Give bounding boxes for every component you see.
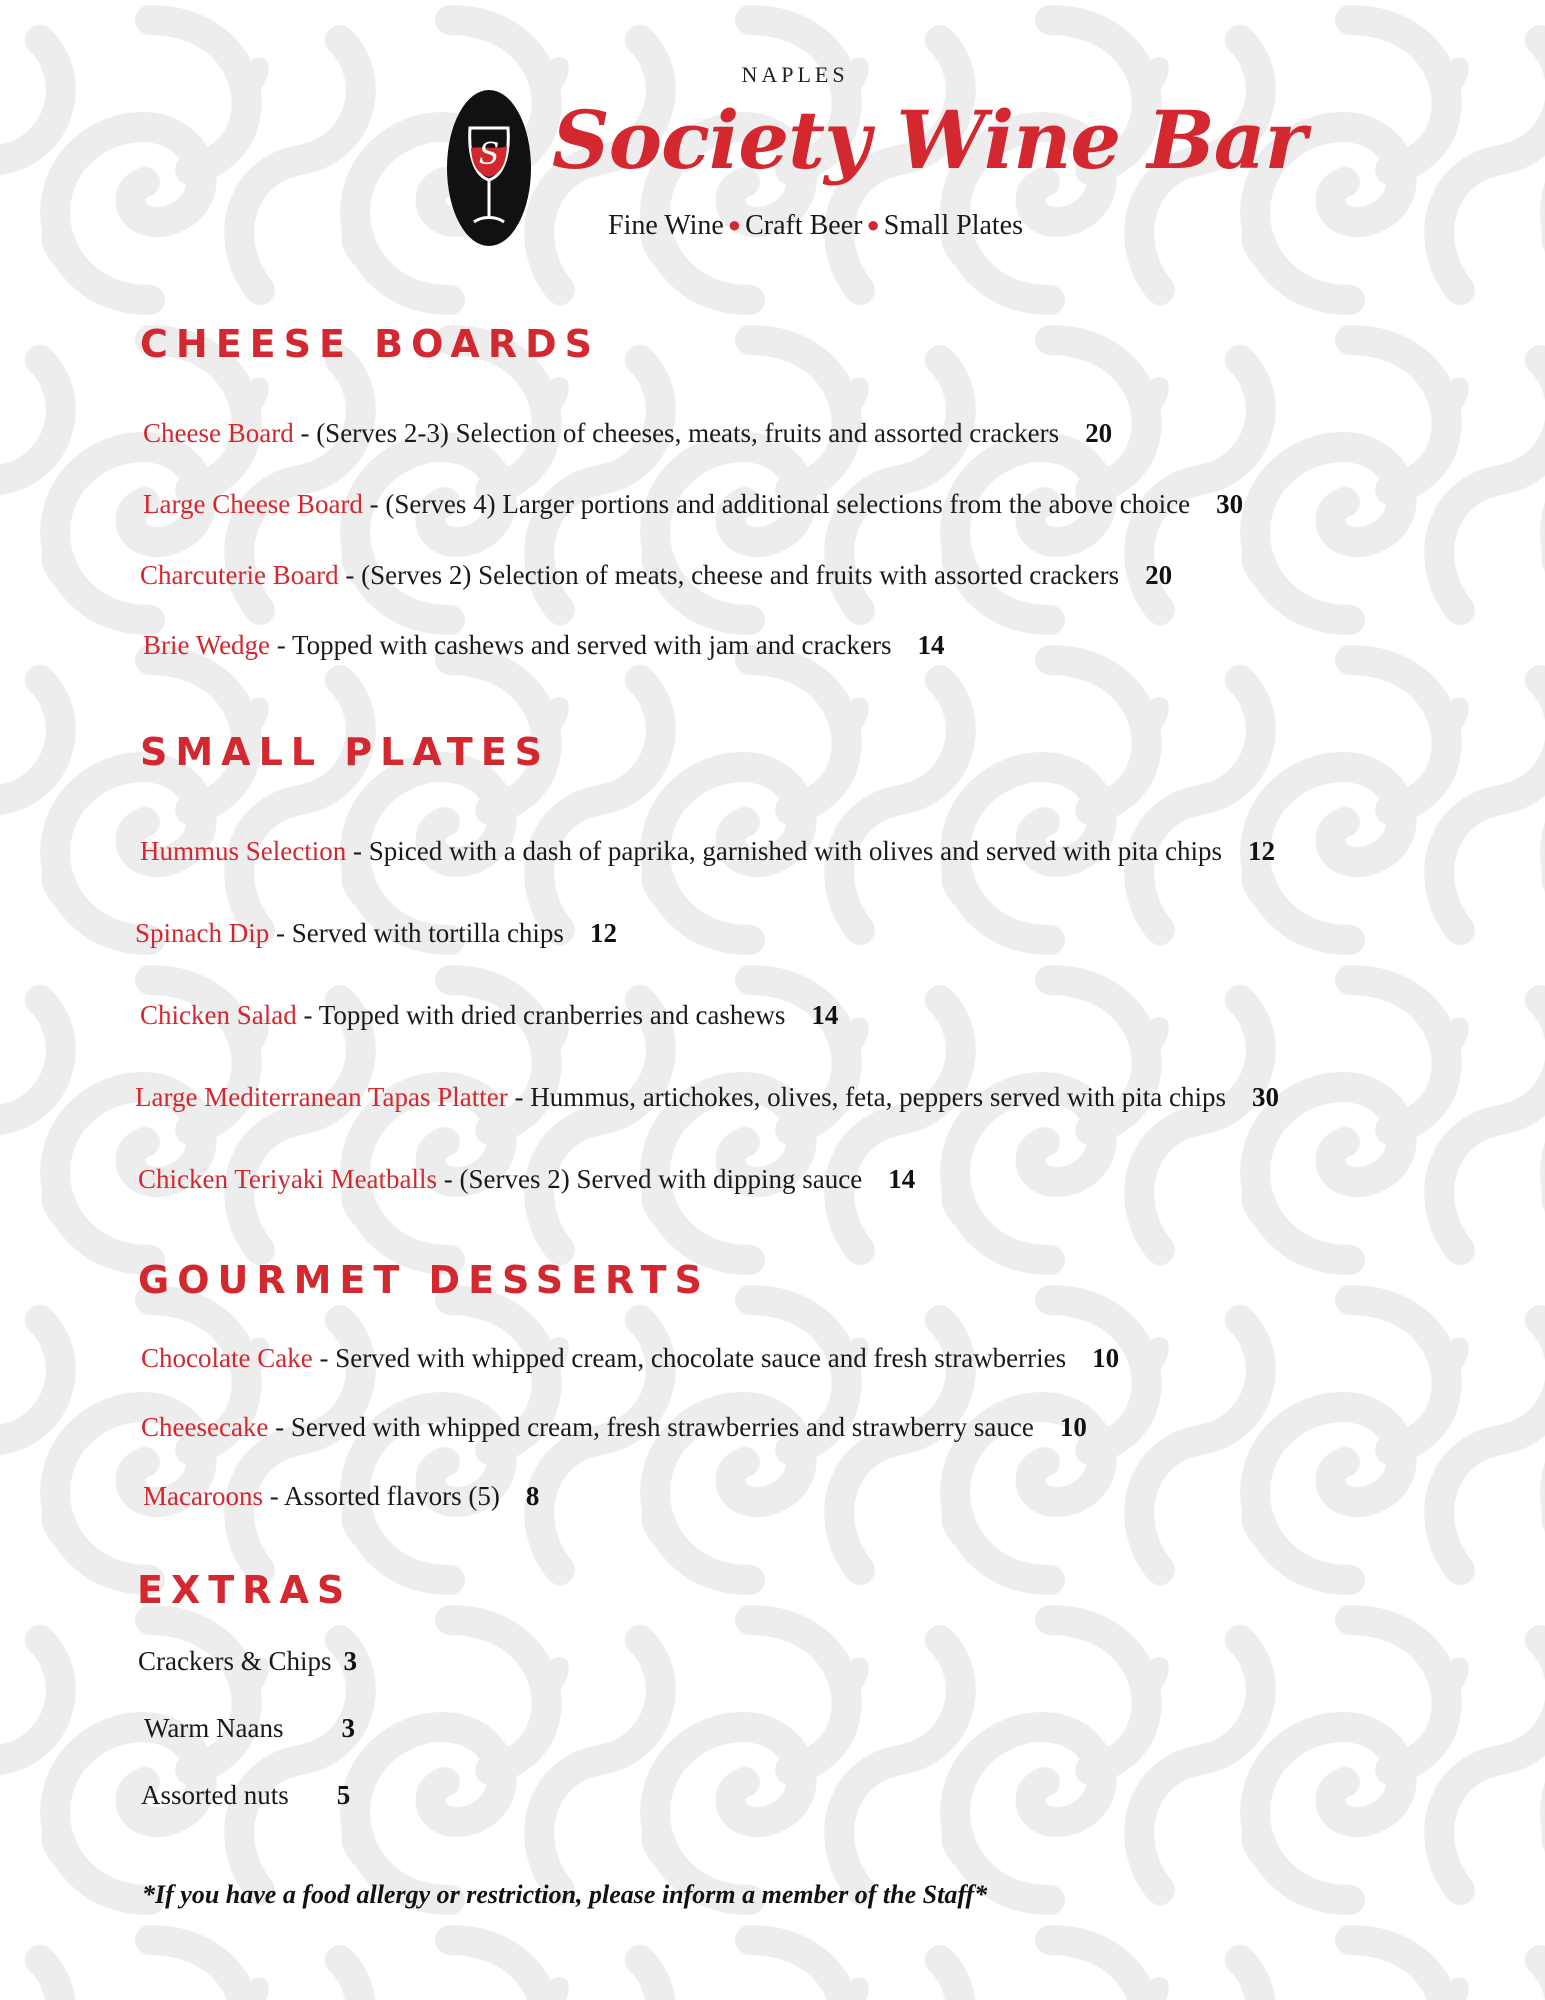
menu-item-name: Macaroons [143,1481,263,1511]
menu-item-price: 10 [1059,1412,1087,1442]
menu-item-price: 8 [525,1481,540,1511]
extra-item [141,1778,350,1812]
menu-item [141,1341,1119,1375]
menu-item-price: 30 [1216,489,1244,519]
menu-item-name: Large Mediterranean Tapas Platter [135,1082,508,1112]
menu-item-name: Large Cheese Board [143,489,363,519]
menu-item-description: - Spiced with a dash of paprika, garnished with olives and served with pita chips [346,836,1223,866]
tagline-item: Small Plates [883,210,1024,241]
extra-item-name: Assorted nuts [141,1780,289,1810]
dot-separator-icon: ● [727,212,742,237]
menu-item-price: 12 [589,918,617,948]
menu-item [141,1410,1087,1444]
menu-item-description: - Topped with dried cranberries and cashews [296,1000,786,1030]
allergy-note: *If you have a food allergy or restriction, please inform a member of the Staff* [142,1880,988,1909]
menu-item-description: - Served with tortilla chips [269,918,564,948]
menu-item-price: 14 [917,630,945,660]
extra-item-name: Crackers & Chips [138,1646,332,1676]
menu-item-name: Hummus Selection [140,836,347,866]
menu-item [143,416,1112,450]
menu-item-description: - (Serves 4) Larger portions and additional selections from the above choice [362,489,1191,519]
menu-item [135,916,617,950]
extra-item [144,1711,355,1745]
menu-item [138,1162,915,1196]
extra-item-price: 5 [336,1780,351,1810]
extra-item-price: 3 [343,1646,357,1676]
menu-item [135,1080,1279,1114]
menu-item [140,998,838,1032]
menu-item-description: - (Serves 2-3) Selection of cheeses, meats, fruits and assorted crackers [293,418,1060,448]
menu-item-price: 10 [1092,1343,1120,1373]
menu-item-price: 14 [888,1164,916,1194]
menu-item [140,558,1172,592]
menu-item-name: Chocolate Cake [141,1343,313,1373]
section-title-cheese-boards: CHEESE BOARDS [140,322,600,366]
tagline-item: Craft Beer [745,210,863,241]
brand-tagline [608,210,1108,242]
menu-item-description: - Hummus, artichokes, olives, feta, peppers served with pita chips [507,1082,1227,1112]
extra-item-name: Warm Naans [144,1713,284,1743]
menu-item-description: - Assorted flavors (5) [262,1481,500,1511]
brand-city: NAPLES [741,62,849,87]
menu-item-name: Chicken Salad [140,1000,297,1030]
menu-item-description: - (Serves 2) Served with dipping sauce [437,1164,863,1194]
menu-item-price: 30 [1252,1082,1280,1112]
menu-item-price: 20 [1145,560,1173,590]
tagline-item: Fine Wine [608,210,724,241]
menu-item-name: Charcuterie Board [140,560,339,590]
menu-item-description: - Topped with cashews and served with jam and crackers [270,630,892,660]
menu-item [143,628,944,662]
menu-item-description: - Served with whipped cream, chocolate sauce and fresh strawberries [312,1343,1067,1373]
menu-item-name: Brie Wedge [143,630,271,660]
section-title-small-plates: SMALL PLATES [140,730,551,774]
menu-item-price: 20 [1085,418,1113,448]
menu-item [140,834,1275,868]
section-title-extras: EXTRAS [137,1568,353,1612]
menu-item [143,487,1243,521]
menu-item-description: - (Serves 2) Selection of meats, cheese and fruits with assorted crackers [338,560,1120,590]
extra-item-price: 3 [341,1713,356,1743]
emblem-letter: S [478,137,500,172]
menu-item-name: Chicken Teriyaki Meatballs [138,1164,438,1194]
menu-item [143,1479,539,1513]
menu-item-name: Cheesecake [141,1412,269,1442]
dot-separator-icon: ● [866,212,880,237]
menu-item-name: Spinach Dip [135,918,270,948]
menu-item-price: 12 [1248,836,1276,866]
logo [440,60,1306,250]
menu-item-description: - Served with whipped cream, fresh strawberries and strawberry sauce [268,1412,1034,1442]
section-title-gourmet-desserts: GOURMET DESSERTS [138,1258,710,1302]
menu-item-name: Cheese Board [143,418,294,448]
brand-name: Society Wine Bar [552,93,1306,187]
extra-item [138,1644,357,1678]
wine-glass-emblem-icon [446,88,532,248]
menu-item-price: 14 [811,1000,839,1030]
